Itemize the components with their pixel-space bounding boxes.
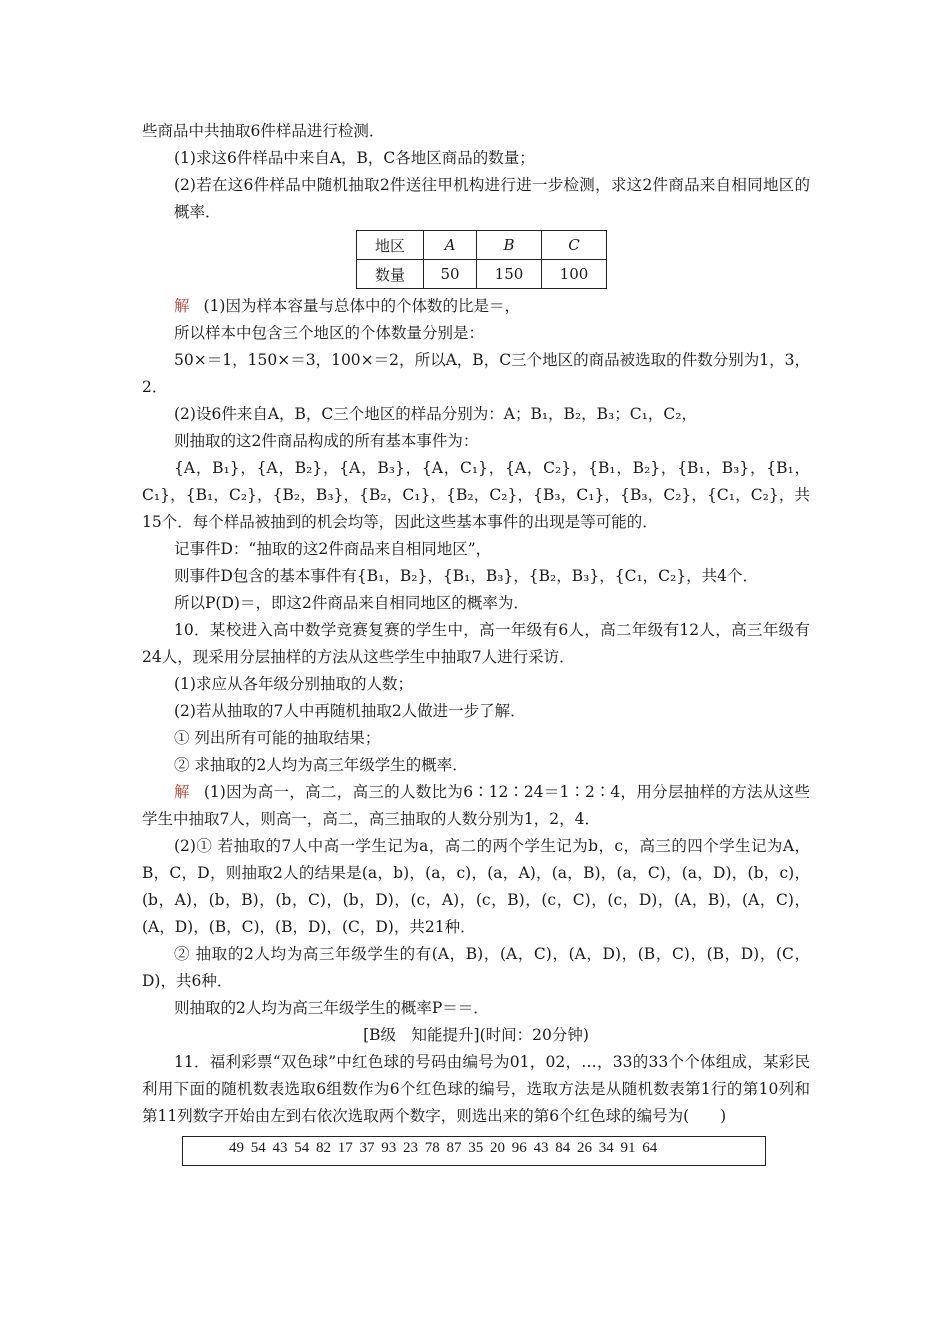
table-row [357, 231, 607, 260]
question-2b: ② 求抽取的2人均为高三年级学生的概率． [174, 756, 468, 774]
question-2a: ① 列出所有可能的抽取结果； [174, 729, 381, 747]
table-cell: B [477, 231, 542, 260]
solution-line [142, 779, 810, 833]
solution-text: (1)因为样本容量与总体中的个体数的比是＝， [203, 297, 520, 315]
random-number-table: 49 54 43 54 82 17 37 93 23 78 87 35 20 96 43 84 26 34 91 64 [182, 1136, 766, 1166]
table-cell: 地区 [357, 231, 424, 260]
solution-line: ② 抽取的2人均为高三年级学生的有(A，B)，(A，C)，(A，D)，(B，C)，(B，D)，(C，D)，共6种． [142, 945, 810, 990]
solution-line: {A，B₁}，{A，B₂}，{A，B₃}，{A，C₁}，{A，C₂}，{B₁，B₂}，{B₁，B₃}，{B₁，C₁}，{B₁，C₂}，{B₂，B₃}，{B₂，C₁}，{B₂，C₂}，{B₃，C₁}，{B₃，C₂}，{C₁，C₂}，共15个．每个样品被抽到的机会均等，因此这些基本事件的出现是等可能的． [142, 459, 810, 531]
table-cell: C [542, 231, 607, 260]
table-cell: 数量 [357, 260, 424, 289]
table-cell: 100 [542, 260, 607, 289]
solution-line [142, 293, 810, 320]
solution-label: 解 [174, 783, 190, 801]
question-2: (2)若在这6件样品中随机抽取2件送往甲机构进行进一步检测，求这2件商品来自相同地区的概率． [174, 176, 810, 221]
question-1: (1)求应从各年级分别抽取的人数； [174, 675, 413, 693]
region-table [356, 230, 607, 289]
problem-stem: 10．某校进入高中数学竞赛复赛的学生中，高一年级有6人，高二年级有12人，高三年级有24人，现采用分层抽样的方法从这些学生中抽取7人进行采访． [142, 621, 810, 666]
problem-stem: 11．福利彩票“双色球”中红色球的号码由编号为01，02，…，33的33个个体组成，某彩民利用下面的随机数表选取6组数作为6个红色球的编号，选取方法是从随机数表第1行的第10列和第11列数字开始由左到右依次选取两个数字，则选出来的第6个红色球的编号为( ) [142, 1053, 810, 1125]
table-cell: 50 [424, 260, 477, 289]
question-1: (1)求这6件样品中来自A，B，C各地区商品的数量； [174, 149, 535, 167]
solution-line: 记事件D：“抽取的这2件商品来自相同地区”， [174, 540, 492, 558]
solution-text: (1)因为高一，高二，高三的人数比为6∶12∶24＝1∶2∶4，用分层抽样的方法从这些学生中抽取7人，则高一，高二，高三抽取的人数分别为1，2，4． [142, 783, 810, 828]
table-cell: A [424, 231, 477, 260]
solution-line: 所以样本中包含三个地区的个体数量分别是： [174, 324, 485, 342]
solution-line: 50×＝1，150×＝3，100×＝2，所以A，B，C三个地区的商品被选取的件数分别为1，3，2． [142, 351, 810, 396]
solution-line: 则抽取的2人均为高三年级学生的概率P＝＝． [174, 999, 489, 1017]
solution-label: 解 [174, 297, 190, 315]
question-2: (2)若从抽取的7人中再随机抽取2人做进一步了解． [174, 702, 526, 720]
table-cell: 150 [477, 260, 542, 289]
table-row [357, 260, 607, 289]
solution-line: (2)① 若抽取的7人中高一学生记为a，高二的两个学生记为b，c，高三的四个学生记为A，B，C，D，则抽取2人的结果是(a，b)，(a，c)，(a，A)，(a，B)，(a，C)，(a，D)，(b，c)，(b，A)，(b，B)，(b，C)，(b，D)，(c，A)，(c，B)，(c，C)，(c，D)，(A，B)，(A，C)，(A，D)，(B，C)，(B，D)，(C，D)，共21种． [142, 837, 810, 936]
solution-line: 则抽取的这2件商品构成的所有基本事件为： [174, 432, 479, 450]
solution-line: 则事件D包含的基本事件有{B₁，B₂}，{B₁，B₃}，{B₂，B₃}，{C₁，C₂}，共4个． [174, 567, 758, 585]
text-line: 些商品中共抽取6件样品进行检测． [142, 122, 385, 140]
document-page [142, 118, 810, 1166]
solution-line: 所以P(D)＝，即这2件商品来自相同地区的概率为． [174, 594, 529, 612]
solution-line: (2)设6件来自A，B，C三个地区的样品分别为：A；B₁，B₂，B₃；C₁，C₂， [174, 405, 697, 423]
section-heading: [B级 知能提升](时间：20分钟) [363, 1026, 589, 1044]
